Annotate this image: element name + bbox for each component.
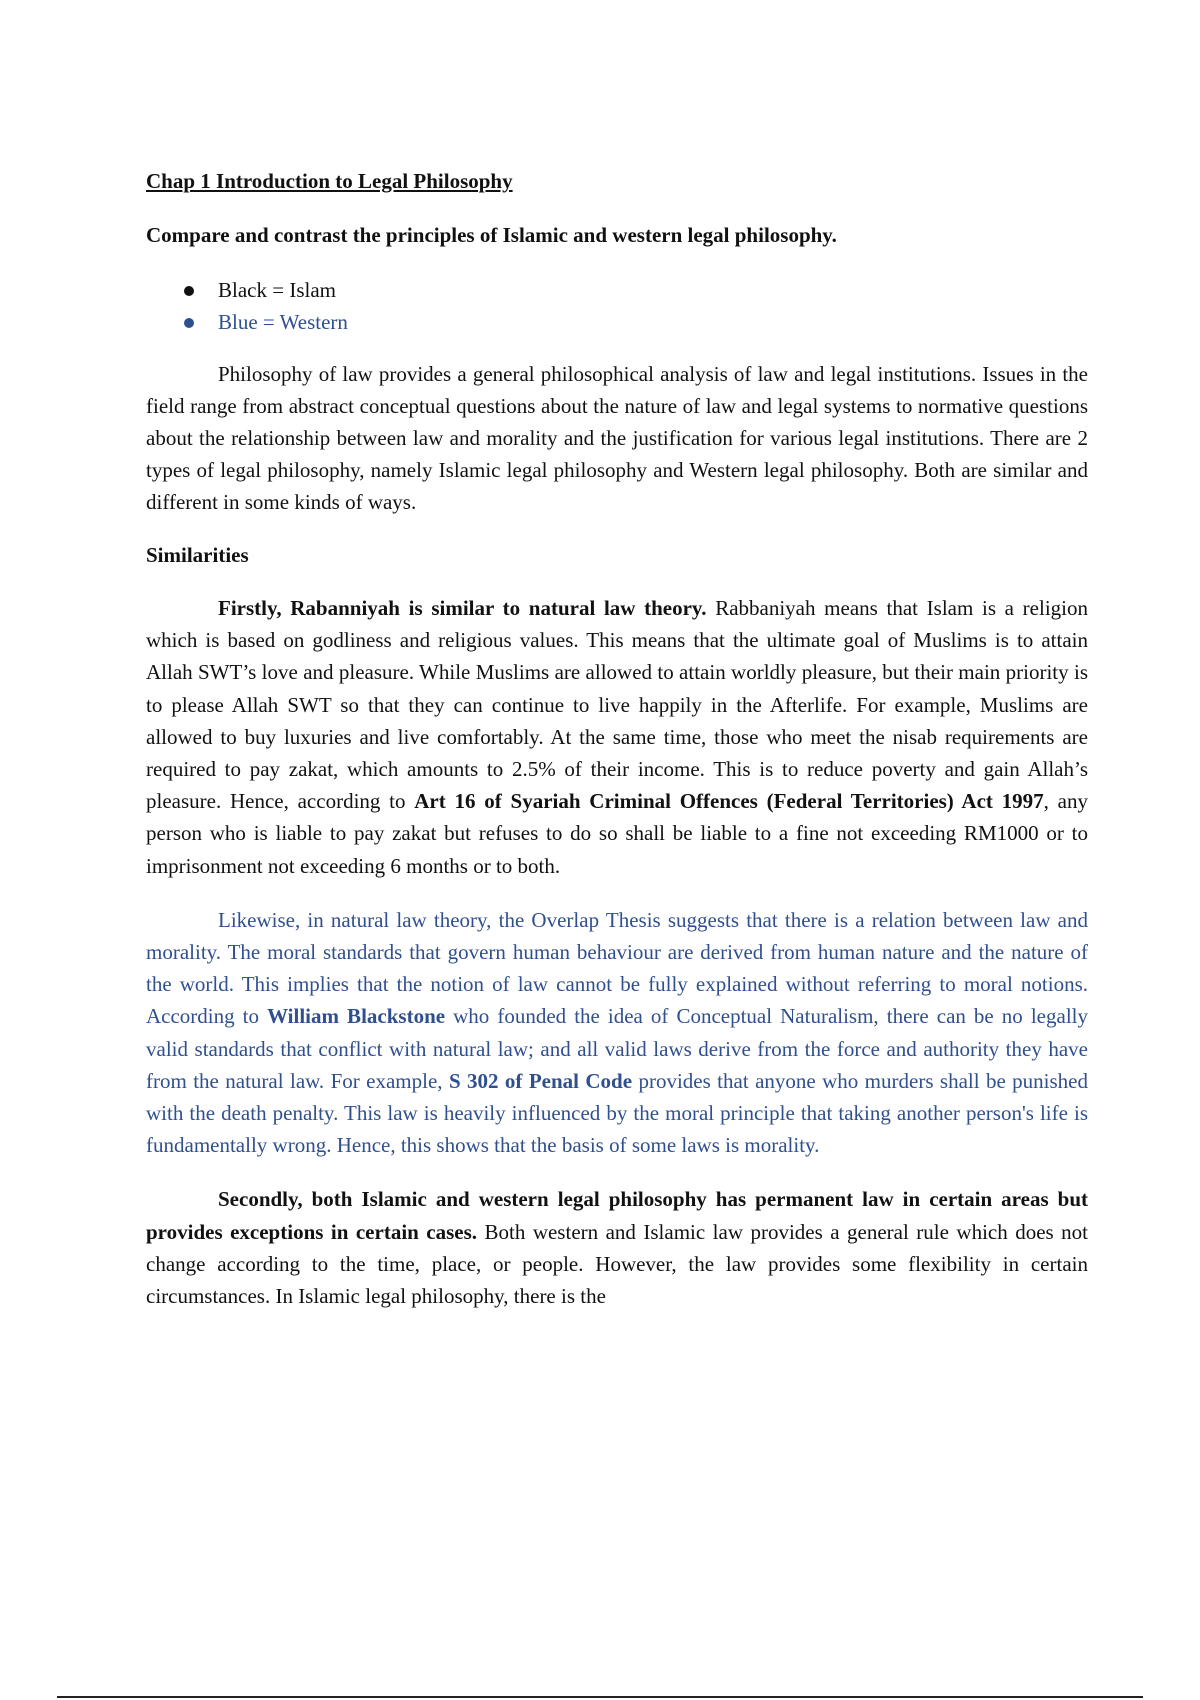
page-bottom-rule — [57, 1696, 1143, 1698]
likewise-text-a: Likewise, in natural law theory, the Overlap Thesis suggests that there is a relation between law and morality. The moral standards that govern human behaviour are derived from human nature and the nature of the world. This implies that the notion of law cannot be fully explained without referring to moral notions. According to — [146, 907, 1088, 1029]
second-point-paragraph — [146, 1183, 1088, 1312]
likewise-paragraph — [146, 904, 1088, 1162]
color-legend — [146, 274, 1088, 338]
legend-label: Blue = Western — [218, 309, 348, 334]
first-point-paragraph — [146, 592, 1088, 882]
second-point-text: Both western and Islamic law provides a general rule which does not change according to the time, place, or people. However, the law provides some flexibility in certain circumstances. In Islamic legal philosophy, there is the — [146, 1219, 1088, 1308]
likewise-text-c: provides that anyone who murders shall be punished with the death penalty. This law is heavily influenced by the moral principle that taking another person's life is fundamentally wrong. Hence, this shows that the basis of some laws is morality. — [146, 1068, 1089, 1158]
first-point-statute: Art 16 of Syariah Criminal Offences (Federal Territories) Act 1997 — [414, 789, 1044, 814]
legend-item-islam — [146, 274, 1088, 306]
likewise-person: William Blackstone — [267, 1004, 446, 1029]
first-point-text-a: Rabbaniyah means that Islam is a religion which is based on godliness and religious values. This means that the ultimate goal of Muslims is to attain Allah SWT’s love and pleasure. While Muslims are allowed to attain worldly pleasure, but their main priority is to please Allah SWT so that they can continue to live happily in the Afterlife. For example, Muslims are allowed to buy luxuries and live comfortably. At the same time, those who meet the nisab requirements are required to pay zakat, which amounts to 2.5% of their income. This is to reduce poverty and gain Allah’s pleasure. Hence, according to — [146, 595, 1088, 814]
bullet-icon — [184, 286, 194, 296]
likewise-statute: S 302 of Penal Code — [448, 1068, 633, 1093]
bullet-icon — [184, 318, 194, 328]
essay-question: Compare and contrast the principles of Islamic and western legal philosophy. — [146, 223, 837, 248]
intro-paragraph: Philosophy of law provides a general philosophical analysis of law and legal institutions. Issues in the field range from abstract conceptual questions about the nature of law and legal systems to normative questions about the relationship between law and morality and the justification for various legal institutions. There are 2 types of legal philosophy, namely Islamic legal philosophy and Western legal philosophy. Both are similar and different in some kinds of ways. — [146, 361, 1088, 515]
first-point-text-b: , any person who is liable to pay zakat but refuses to do so shall be liable to a fine not exceeding RM1000 or to imprisonment not exceeding 6 months or to both. — [146, 789, 1088, 878]
likewise-text-b: who founded the idea of Conceptual Naturalism, there can be no legally valid standards that conflict with natural law; and all valid laws derive from the force and authority they have from the natural law. For example, — [146, 1004, 1088, 1093]
legend-label: Black = Islam — [218, 277, 336, 302]
document-page — [146, 168, 1088, 1312]
second-point-lead: Secondly, both Islamic and western legal philosophy has permanent law in certain areas but provides exceptions in certain cases. — [146, 1187, 1088, 1244]
legend-item-western — [146, 306, 1088, 338]
chapter-title: Chap 1 Introduction to Legal Philosophy — [146, 169, 513, 193]
first-point-lead: Firstly, Rabanniyah is similar to natural law theory. — [218, 595, 707, 620]
similarities-heading: Similarities — [146, 542, 249, 567]
